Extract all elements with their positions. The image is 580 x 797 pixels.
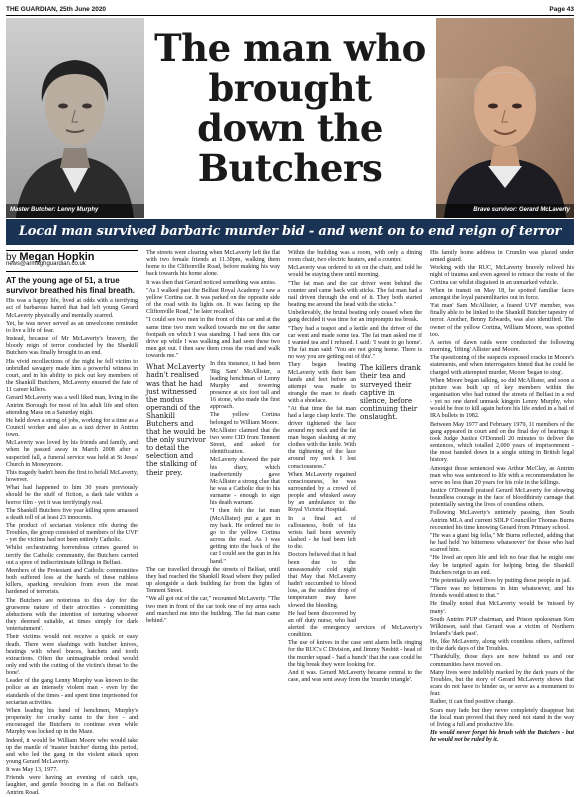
paragraph: Justice O'Donnell praised Gerard McLaverty for showing boundless courage in the face of bloodthirsty carnage that potentially saving the lives of countless others. [430,488,574,509]
portrait-left-image [6,18,144,218]
paragraph: South Antrim PUP chairman, and Prison spokesman Ken Wilkinson, said that Gerard was a victim of Northern Ireland's 'dark past'. [430,616,574,637]
paragraph: McLaverty showed the pair his diary, which inadvertently gave McAllister a strong clue that he was a Catholic due to his surname - enough to sign his death warrant. [210,457,280,507]
paragraph: The Butchers are notorious to this day for the gruesome nature of their atrocities - committing abductions with the intention of torturing whoever they deemed suitable, at times simply for dark 'entertainment'. [6,597,138,633]
paragraph: The car travelled through the streets of Belfast, until they had reached the Shankill Road where they pulled up alongside a dark building far from the lights of Tennent Street. [146,566,280,595]
paragraph: When in transit on May 18, he spotted familiar faces amongst the loyal paramilitaries out in force. [430,287,574,301]
paragraph: The use of knives in the case sent alarm bells ringing for the RUC's C Division, and Jimmy Nesbitt - head of the murder squad - 'had a hunch' that the case could be the big break they were looking for. [288,640,422,668]
paragraph: McLaverty was loved by his friends and family, and when he passed away in March 2008 after a suspected fall, a funeral service was held at St Jesus' Church in Moneymore. [6,440,138,468]
photo-lenny-murphy [6,18,144,218]
byline-prefix: by [6,252,17,263]
paragraph: Between May 1977 and February 1979, 11 members of the gang appeared in court and on the final day of hearings it took Judge Justice O'Donnell 20 minutes to deliver the sentences, which totalled 2,000 years of imprisonment - the most handed down in a single sitting in British legal history. [430,421,574,464]
paragraph: What had happened to him 30 years previously should be the stuff of fiction, a dark tale within a horror film - yet it was terrifyingly real. [6,485,138,506]
paragraph: The Shankill Butchers five year killing spree amassed a death toll of at least 23 innocents. [6,507,138,521]
photo-caption-left: Master Butcher: Lenny Murphy [6,204,144,218]
paragraph: Whilst orchestrating horrendous crimes geared to terrify the Catholic community, the Butchers carried out a spree of indiscriminate killings in Belfast. [6,545,138,566]
paragraph: He finally noted that McLaverty would be 'missed by many'. [430,601,574,615]
paragraph: Instead, because of Mr McLaverty's bravery, the bloody reign of terror conducted by the Shankill Butchers was finally brought to an end. [6,336,138,357]
column-1-text [6,298,138,796]
paragraph: 'Fat man' Sam McAllister, a feared UVF member, was finally able to be linked to the Shankill Butcher tapestry of terror. Another, Benny Edwards, was also identified. The owner of the yellow Cortina, William Moore, was spotted too. [430,303,574,338]
closing-line: He would never forget his brush with the Butchers - but he would not be ruled by it. [430,730,574,744]
strapline: Local man survived barbaric murder bid - and went on to end reign of terror [6,219,574,245]
paragraph: "There was no bitterness in him whatsoever, and his friends would attest to that." [430,586,574,600]
column-3-pull: The killers drank their tea and surveyed their captive in silence, before continuing their onslaught. [360,364,421,421]
paragraph: The yellow Cortina belonged to William Moore. [210,412,280,426]
paragraph: It was May 13, 1977. [6,767,58,774]
paragraph: Scars may fade but they never completely disappear but the local man proved that they need not stand in the way of living a full and productive life. [430,707,574,728]
column-4-text [430,250,574,729]
paragraph: His was a happy life, lived at odds with a terrifying act of barbarous hatred that had left young Gerard McLaverty physically and mentally scarred. [6,298,138,319]
paragraph: Leader of the gang Lenny Murphy was known to the police as an intensely violent man - even by the standards of the times - and spent time imprisoned for sectarian activities. [6,678,138,706]
paragraph: McAllister claimed that the two were CID from Tennent Street, and asked for identification. [210,427,280,456]
paragraph: Members of the Protestant and Catholic communities both suffered loss at the hands of these ruthless killers, sparking revulsion from even the most hardened of terrorists. [6,567,138,596]
paragraph: His family home address in Crumlin was placed under armed guard. [430,250,574,264]
paragraph: His vivid recollections of the night he fell victim to unbridled savagery made him a powerful witness in court, and in his ability to pick out key members of the Shankill Butchers, McLaverty ensured the fate of 11 career killers. [6,358,138,394]
paragraph: And it was. Gerard McLaverty became central to the case, and was sent away from the 'murder triangle'. [288,669,422,684]
paragraph: He had been discovered by an off duty nurse, who had alerted the emergency services of McLaverty's condition. [288,610,422,639]
paragraph: "He was a giant big fella," Mr Burns reflected, adding that he had held 'no bitterness whatsoever' for those who had scarred him. [430,532,574,554]
paragraph: Doctors believed that it had been due to the unseasonably cold night that May that McLaverty hadn't succumbed to blood loss, as the sudden drop of temperature may have slowed the bleeding. [288,552,356,609]
paragraph: When leading his band of henchmen, Murphy's propensity for cruelty came to the fore - and encouraged the Butchers to continue even while Murphy was locked up in the Maze. [6,707,138,736]
photo-caption-right: Brave survivor: Gerard McLaverty [436,204,574,218]
paragraph: When McLaverty regained consciousness, he was surrounded by a crowd of people and whisked away by an ambulance to the Royal Victoria Hospital. [288,471,356,514]
headline: The man who brought down the Butchers [154,26,426,190]
photo-gerard-mclaverty [436,18,574,218]
paragraph: "As I walked past the Belfast Royal Academy I saw a yellow Cortina car. It was parked on the opposite side of the road with its lights on. It was facing up the Cliftonville Road," he later recalled. [146,287,280,316]
column-2-intro [146,250,280,360]
masthead [6,3,574,15]
column-3 [288,250,422,733]
byline [6,250,138,272]
column-2-pull: What McLaverty hadn't realised was that he had just witnessed the modus operandi of the Shankill Butchers and that he would be the only survivor to detail the selection and the stalking of their prey. [146,363,206,477]
column-2 [146,250,280,733]
paragraph: In this instance, it had been 'Big Sam' McAllister, a leading henchman of Lenny Murphy and towering presence at six foot tall and 16 stone, who made the first approach. [210,361,280,411]
paragraph: "I then felt the fat man (McAllister) put a gun in my back. He ordered me to go to the yellow Cortina across the road. As I was getting into the back of the car I could see the gun in his hand." [210,508,280,565]
paragraph: Friends were having an evening of catch ups, laughter, and gentle boozing in a flat on Belfast's Antrim Road. [6,775,138,796]
lead-paragraph: AT the young age of 51, a true survivor breathed his final breath. [6,276,135,295]
paragraph: It was then that Gerard noticed something was amiss. [146,279,277,286]
paragraph: Unbelievably, the brutal beating only ceased when the gang decided it was time for an impromptu tea break. [288,310,422,324]
paragraph: "We all got out of the car," recounted McLaverty. "The two men in front of the car took one of my arms each and marched me into the building. The fat man came behind." [146,596,280,624]
paragraph: "They had a teapot and a kettle and the driver of the car went and made some tea. The fat man asked me if I wanted tea and I refused. I said: 'I want to go home'. The fat man said: 'You are not going home. There is no way you are getting out of this'." [288,325,422,361]
paragraph: When Moore began talking, so did McAllister, and soon a picture was built up of key members within the organisation who had ruined the streets of Belfast in a red - yet no one dared unmask kingpin Lenny Murphy, who would be free to kill again before his life ended in a hail of IRA bullets in 1982. [430,377,574,420]
paragraph: Yet, he was never served as an unwelcome reminder to live a life of fear. [6,320,138,334]
paragraph: Their victims would not receive a quick or easy death. There were slashings with butcher knives, beatings with wheel braces, hatchets and tooth extractions. Often the unimaginable ordeal would only end with the cutting of the victim's throat 'to the bone'. [6,634,138,677]
paragraph: A series of dawn raids were conducted the following morning, 'lifting' Allister and Moore. [430,339,574,354]
paragraph: "Thankfully, those days are now behind us and our communities have moved on. [430,654,574,668]
portrait-right-image [436,18,574,218]
paragraph: The questioning of the suspects exposed cracks in Moore's statements, and when interrogators hinted that he could be charged with attempted murder, Moore 'began to sing'. [430,355,574,376]
paragraph: "I could see two men in the front of this car and at the same time two men walked towards me on the same footpath on which I was standing. I had seen this car drive up while I was walking and had seen these two men get out. I then saw them cross the road and walk towards me." [146,317,280,360]
paragraph: Amongst those sentenced was Arthur McClay, as Antrim man who was sentenced to life with a recommendation he serve no less than 20 years for his role in the killings. [430,465,574,486]
paragraph: Working with the RUC, McLaverty bravely relived his night of trauma and even agreed to retrace the route of the Cortina car whilst disguised in an unmarked vehicle. [430,265,574,286]
masthead-page: Page 43 [549,5,574,13]
masthead-rule [6,15,574,16]
paragraph: Indeed, it would be William Moore who would take up the mantle of 'master butcher' during this period, and who led the gang in the violent attack upon young Gerard McLaverty. [6,737,138,765]
paragraph: McLaverty was ordered to sit on the chair, and told he would be staying there until morning. [288,265,422,279]
column-1 [6,250,138,796]
paragraph: Within the building was a room, with only a dining room chair, two electric heaters, and a counter. [288,250,422,264]
byline-name: Megan Hopkin [19,251,95,263]
paragraph: He held down a string of jobs, working for a time as a Council worker and also as a taxi driver in Antrim town. [6,417,138,439]
paragraph: They began beating McLaverty with their bare hands and feet before an attempt was made to strangle the man to death with a shoelace. [288,362,356,405]
paragraph: The streets were clearing when McLaverty left the flat with two female friends at 11.30pm, walking them home to the Cliftonville Road, before making his way back towards his home alone. [146,250,280,278]
column-4 [430,250,574,744]
paragraph: "He potentially saved lives by putting those people in jail. [430,577,572,584]
paragraph: This tragedy hadn't been the first to befall McLaverty, however. [6,469,138,484]
byline-email: news@armaghguardian.co.uk [6,261,86,268]
paragraph: Gerard McLaverty was a well liked man, living in the Antrim Borough for most of his adult life and often attending Mass on a Saturday night. [6,395,138,416]
article-body [6,250,574,796]
paragraph: In a final act of callousness, both of his wrists had been severely slashed - he had been left to die. [288,515,356,551]
column-3-intro [288,250,422,361]
paragraph: Many lives were indelibly marked by the dark years of the Troubles, but the story of Gerard McLaverty shows that scars do not have to hinder us, or serve as a monument to fear. [430,669,574,698]
paragraph: "The fat man and the car driver went behind the counter and came back with sticks. The fat man had a nail driven through the end of it. They both started beating me around the head with the sticks." [288,280,422,309]
paragraph: "At that time the fat man had a large clasp knife. The driver tightened the lace around my neck and the fat man began slashing at my clothes with the knife. With the tightening of the lace around my neck I lost consciousness." [288,406,356,470]
paragraph: Rather, it can find positive change. [430,699,515,706]
paragraph: The product of sectarian violence rife during the Troubles, the group consisted of members of the UVF - yet the victims had not been entirely Catholic. [6,523,138,544]
masthead-paper: THE GUARDIAN, 25th June 2020 [6,5,107,13]
paragraph: "He lived an open life and felt no fear that he might one day be targeted again for helping bring the Shankill Butchers reign to an end. [430,555,574,576]
byline-author [6,251,138,263]
paragraph: He, like McLaverty, along with countless others, suffered in the dark days of the Troubles. [430,639,574,653]
hero [6,18,574,243]
paragraph: Following McLaverty's untimely passing, then South Antrim MLA and current SDLP Councillor Thomas Burns recounted his time knowing Gerard from Primary school. [430,510,574,531]
